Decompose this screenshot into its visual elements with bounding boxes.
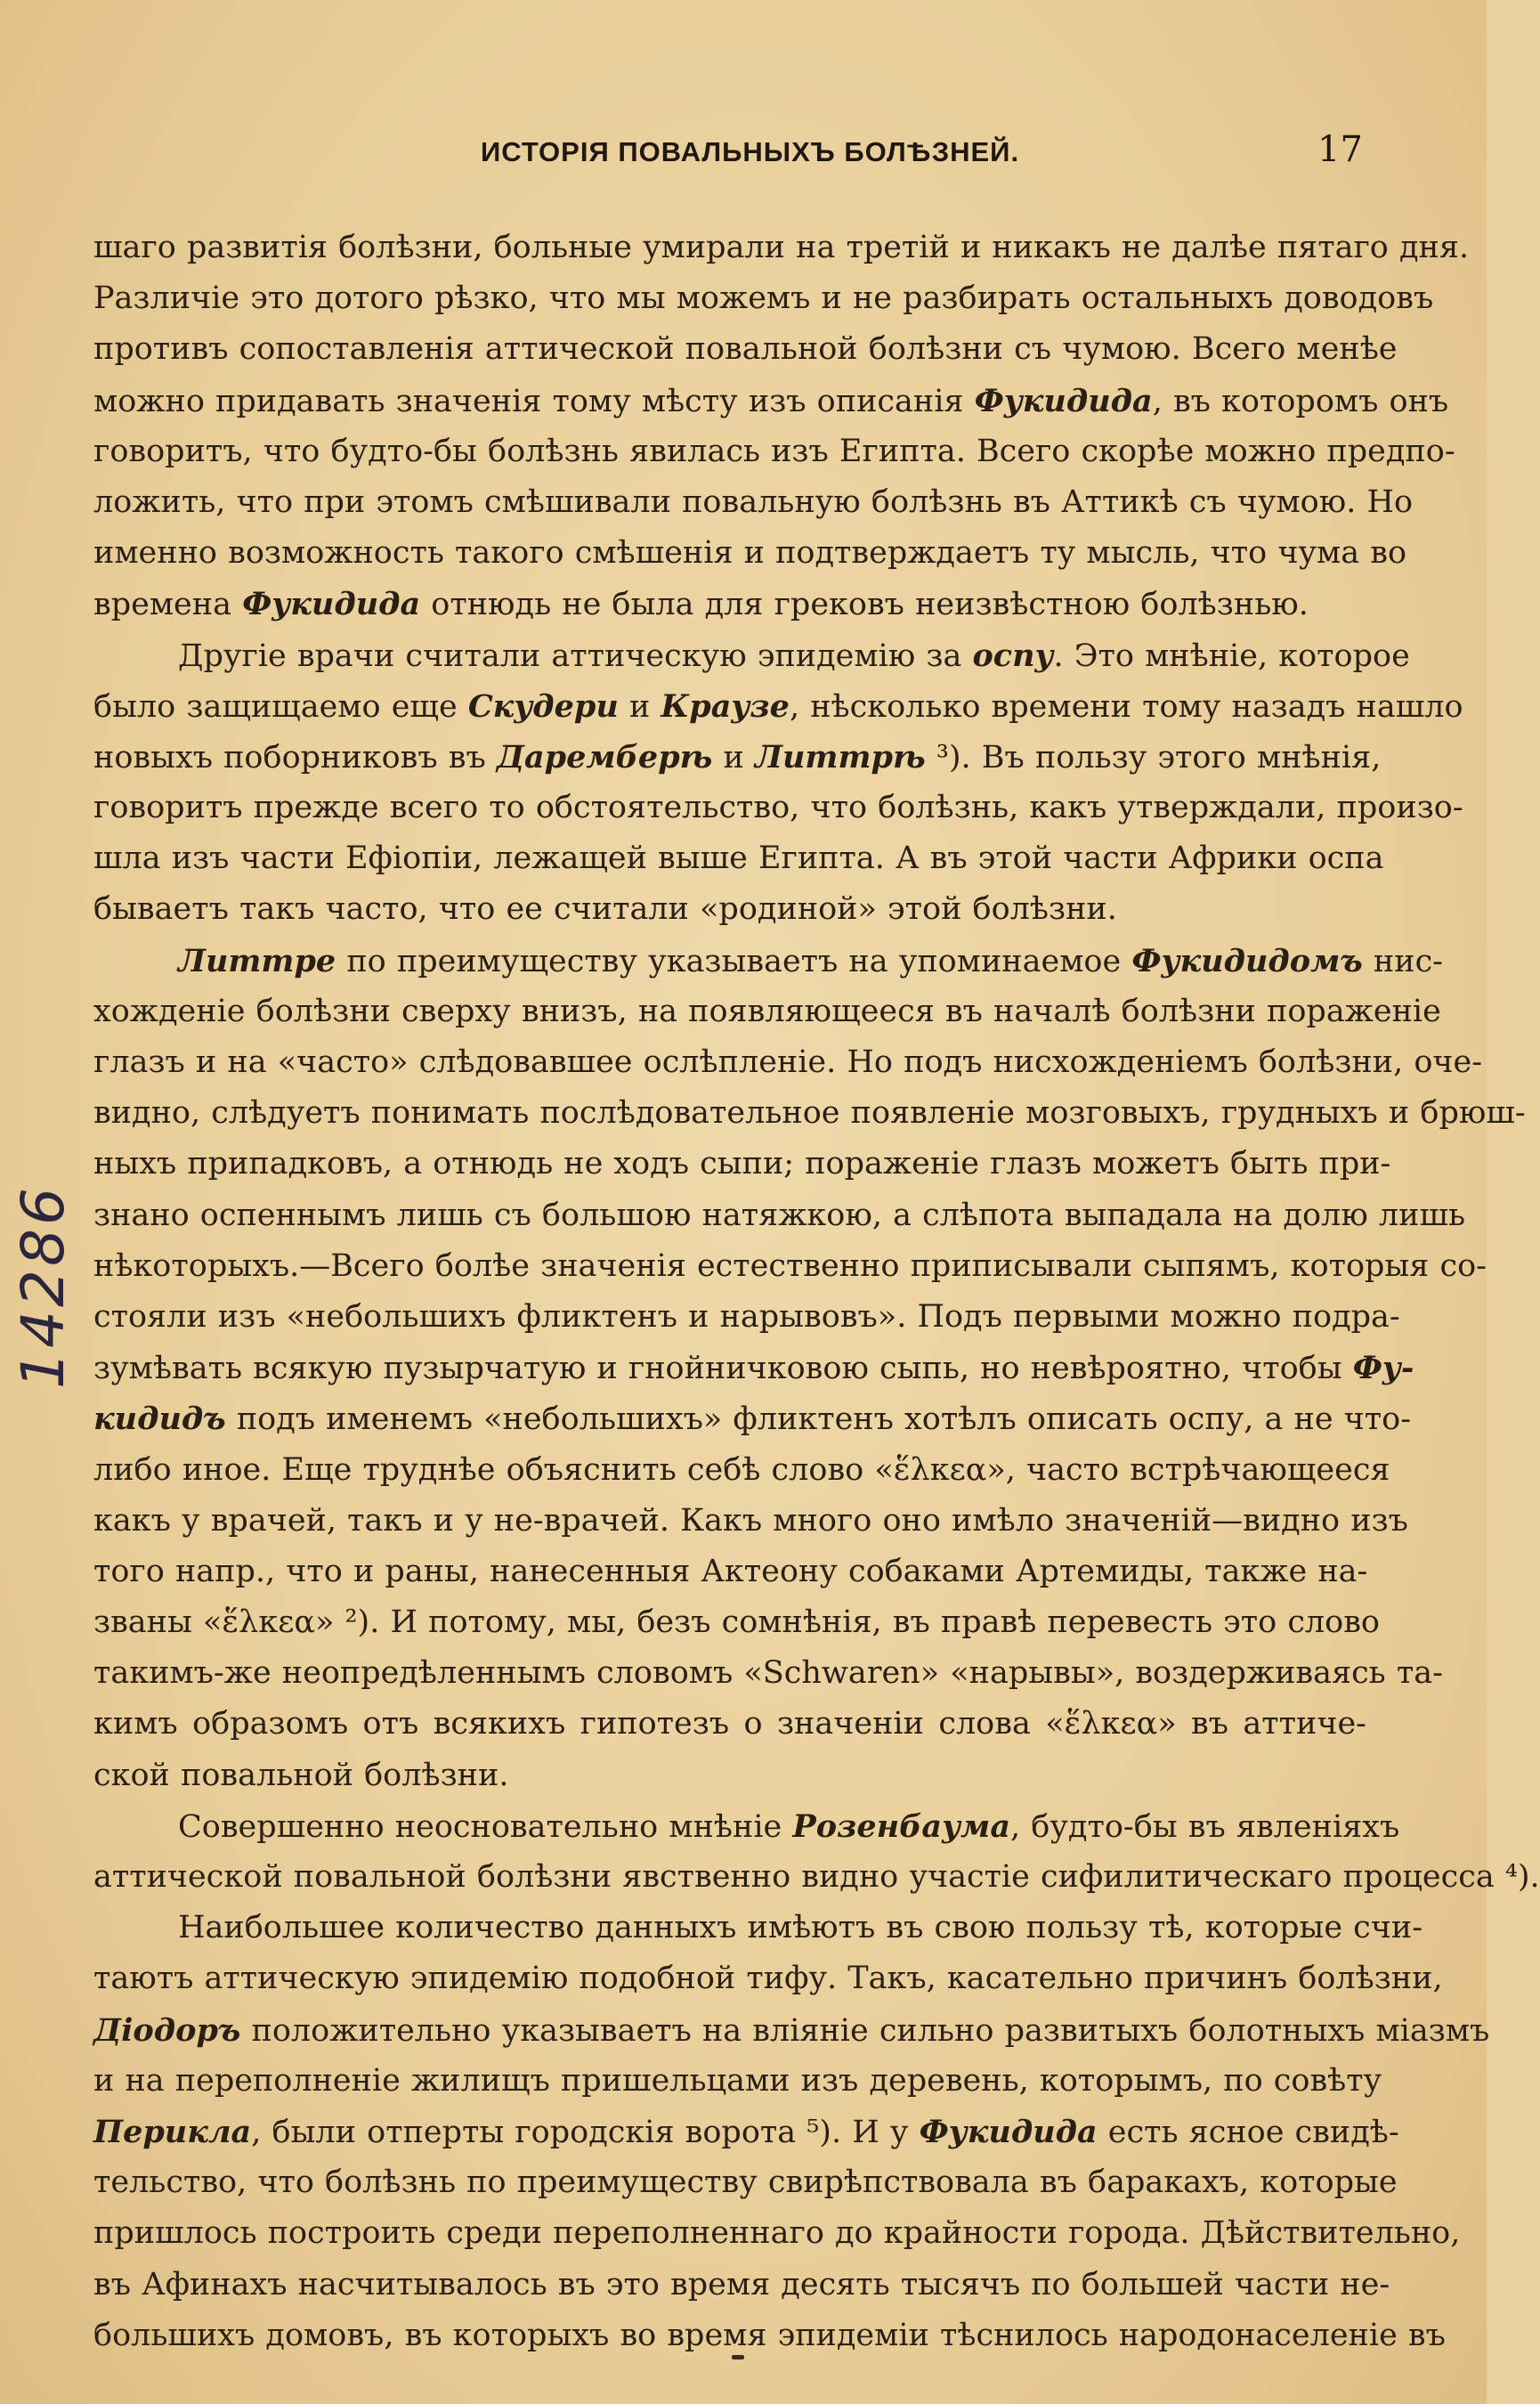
text-line: ложить, что при этомъ смѣшивали повальную болѣзнь въ Аттикѣ съ чумою. Но <box>93 483 1414 520</box>
text-line: Другіе врачи считали аттическую эпидемію за оспу. Это мнѣніе, которое <box>178 637 1410 674</box>
text-line: тельство, что болѣзнь по преимуществу свирѣпствовала въ баракахъ, которые <box>93 2164 1398 2201</box>
text-line: либо иное. Еще труднѣе объяснить себѣ слово «ἕλκεα», часто встрѣчающееся <box>93 1451 1390 1488</box>
text-line: Перикла, были отперты городскія ворота ⁵). И у Фукидида есть ясное свидѣ- <box>93 2113 1399 2150</box>
paragraph <box>93 223 1470 630</box>
text-line: Діодоръ положительно указываетъ на вліяніе сильно развитыхъ болотныхъ міазмъ <box>93 2011 1490 2049</box>
text-line: въ Афинахъ насчитывалось въ это время десять тысячъ по большей части не- <box>93 2266 1390 2302</box>
paragraph <box>93 1801 1540 1903</box>
paragraph <box>93 936 1526 1801</box>
body-text <box>93 223 1540 2361</box>
text-line: времена Фукидида отнюдь не была для грековъ неизвѣстною болѣзнью. <box>93 586 1309 623</box>
text-line: и на переполненіе жилищъ пришельцами изъ деревень, которымъ, по совѣту <box>93 2062 1382 2099</box>
text-line: Совершенно неосновательно мнѣніе Розенбаума, будто-бы въ явленіяхъ <box>178 1807 1400 1845</box>
text-line: шла изъ части Ефіопіи, лежащей выше Египта. А въ этой части Африки оспа <box>93 841 1384 877</box>
text-line: можно придавать значенія тому мѣсту изъ описанія Фукидида, въ которомъ онъ <box>93 382 1449 419</box>
text-line: таютъ аттическую эпидемію подобной тифу. Такъ, касательно причинъ болѣзни, <box>93 1961 1443 1997</box>
text-line: говоритъ, что будто-бы болѣзнь явилась изъ Египта. Всего скорѣе можно предпо- <box>93 433 1455 469</box>
text-line: зумѣвать всякую пузырчатую и гнойничковою сыпь, но невѣроятно, чтобы Фу- <box>93 1350 1414 1387</box>
running-title: ИСТОРІЯ ПОВАЛЬНЫХЪ БОЛѢЗНЕЙ. <box>481 136 1020 167</box>
text-line: того напр., что и раны, нанесенныя Актеону собаками Артемиды, также на- <box>93 1553 1368 1589</box>
text-line: глазъ и на «часто» слѣдовавшее ослѣпленіе. Но подъ нисхожденіемъ болѣзни, оче- <box>93 1044 1483 1080</box>
text-line: Литтре по преимуществу указываетъ на упоминаемое Фукидидомъ нис- <box>178 942 1444 979</box>
text-line: противъ сопоставленія аттической повальной болѣзни съ чумою. Всего менѣе <box>93 331 1398 368</box>
text-line: пришлось построить среди переполненнаго до крайности города. Дѣйствительно, <box>93 2215 1461 2252</box>
text-line: говоритъ прежде всего то обстоятельство, что болѣзнь, какъ утверждали, произо- <box>93 790 1463 826</box>
page-header <box>0 129 1487 183</box>
text-line: бываетъ такъ часто, что ее считали «родиной» этой болѣзни. <box>93 891 1117 928</box>
page-bottom-mark <box>732 2355 744 2359</box>
text-line: большихъ домовъ, въ которыхъ во время эпидеміи тѣснилось народонаселеніе въ <box>93 2317 1446 2353</box>
text-line: новыхъ поборниковъ въ Даремберѣ и Литтрѣ ³). Въ пользу этого мнѣнія, <box>93 738 1382 776</box>
text-line: званы «ἕλκεα» ²). И потому, мы, безъ сомнѣнія, въ правѣ перевесть это слово <box>93 1604 1381 1641</box>
text-line: видно, слѣдуетъ понимать послѣдовательное появленіе мозговыхъ, грудныхъ и брюш- <box>93 1095 1526 1132</box>
text-line: хожденіе болѣзни сверху внизъ, на появляющееся въ началѣ болѣзни пораженіе <box>93 993 1441 1029</box>
text-line: знано оспеннымъ лишь съ большою натяжкою, а слѣпота выпадала на долю лишь <box>93 1197 1466 1233</box>
handwritten-margin-number: 14286 <box>9 1184 77 1389</box>
paragraph <box>93 1903 1490 2361</box>
text-line: Различіе это дотого рѣзко, что мы можемъ и не разбирать остальныхъ доводовъ <box>93 280 1434 317</box>
text-line: аттической повальной болѣзни явственно видно участіе сифилитическаго процесса ⁴). <box>93 1859 1540 1895</box>
text-line: стояли изъ «небольшихъ фликтенъ и нарывовъ». Подъ первыми можно подра- <box>93 1298 1400 1335</box>
text-line: кидидъ подъ именемъ «небольшихъ» фликтенъ хотѣлъ описать оспу, а не что- <box>93 1401 1412 1438</box>
text-line: ской повальной болѣзни. <box>93 1757 509 1793</box>
paragraph <box>93 630 1463 936</box>
text-line: такимъ-же неопредѣленнымъ словомъ «Schwaren» «нарывы», воздерживаясь та- <box>93 1655 1443 1692</box>
text-line: шаго развитія болѣзни, больные умирали на третій и никакъ не далѣе пятаго дня. <box>93 230 1470 265</box>
text-line: именно возможность такого смѣшенія и подтверждаетъ ту мысль, что чума во <box>93 535 1407 572</box>
text-line: нѣкоторыхъ.—Всего болѣе значенія естественно приписывали сыпямъ, которыя со- <box>93 1247 1487 1284</box>
text-line: кимъ образомъ отъ всякихъ гипотезъ о значеніи слова «ἕλκεα» въ аттиче- <box>93 1706 1366 1742</box>
text-line: какъ у врачей, такъ и у не-врачей. Какъ много оно имѣло значеній—видно изъ <box>93 1502 1408 1539</box>
page-number: 17 <box>1317 129 1363 170</box>
text-line: было защищаемо еще Скудери и Краузе, нѣсколько времени тому назадъ нашло <box>93 687 1463 725</box>
text-line: Наибольшее количество данныхъ имѣютъ въ свою пользу тѣ, которые счи- <box>178 1910 1423 1946</box>
text-line: ныхъ припадковъ, а отнюдь не ходъ сыпи; пораженіе глазъ можетъ быть при- <box>93 1146 1391 1182</box>
